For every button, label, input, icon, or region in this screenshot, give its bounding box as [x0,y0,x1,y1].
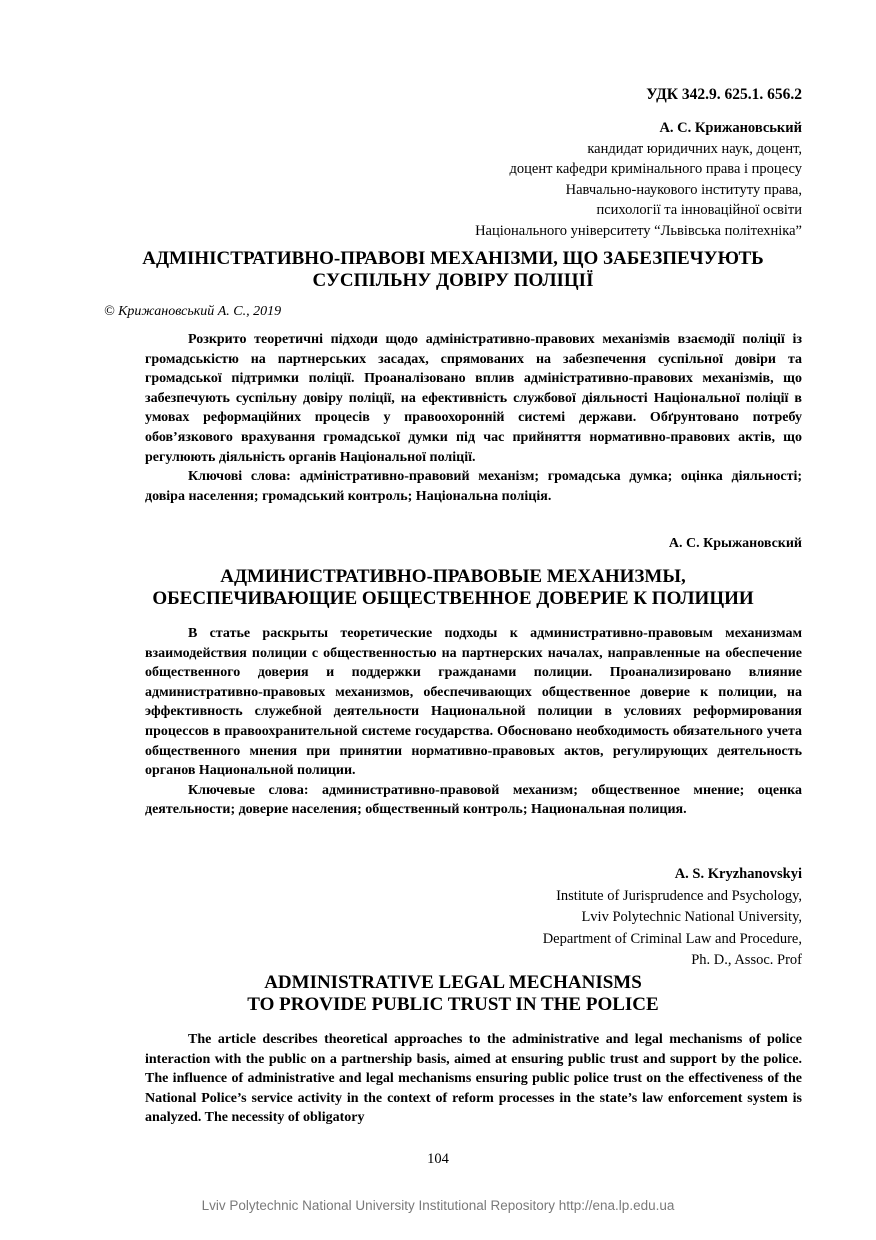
ru-abstract [145,624,802,820]
uk-author-affiliation-line: доцент кафедри кримінального права і процесу [509,161,802,178]
uk-author-affiliation-line: психології та інноваційної освіти [596,202,802,219]
en-author-name: A. S. Kryzhanovskyi [674,866,802,882]
ru-keywords: Ключевые слова: административно-правовой механизм; общественное мнение; оценка деятельности; доверие населения; общественный контроль; Национальная полиция. [145,782,802,818]
ru-title-line: ОБЕСПЕЧИВАЮЩИЕ ОБЩЕСТВЕННОЕ ДОВЕРИЕ К ПОЛИЦИИ [152,588,754,609]
uk-abstract [145,330,802,506]
uk-author-affiliation-line: Національного університету “Львівська політехніка” [475,222,802,239]
ru-abstract-text: В статье раскрыты теоретические подходы к административно-правовым механизмам взаимодействия полиции с общественностью на партнерских началах, направленные на обеспечение общественного доверия и поддержки гражданами полиции. Проанализировано влияние административно-правовых механизмов, обеспечивающих общественное доверие к полиции, на эффективность служебной деятельности Национальной полиции в условиях реформирования процессов в правоохранительной системе государства. Обосновано необходимость обязательного учета общественного мнения при принятии нормативно-правовых актов, регулирующих деятельность органов Национальной полиции. [145,626,802,779]
en-abstract-text: The article describes theoretical approaches to the administrative and legal mechanisms of police interaction with the public on a partnership basis, aimed at ensuring public trust and support by the police. The influence of administrative and legal mechanisms ensuring public police trust on the effectiveness of the National Police’s service activity in the context of reform processes in the state’s law enforcement system is analyzed. The necessity of obligatory [145,1032,802,1126]
repository-footer: Lviv Polytechnic National University Institutional Repository http://ena.lp.edu.ua [201,1198,675,1213]
uk-author-affiliation-line: Навчально-наукового інституту права, [565,181,802,198]
en-author-affiliation-line: Institute of Jurisprudence and Psychology, [556,887,802,904]
uk-author-affiliation-line: кандидат юридичних наук, доцент, [587,140,802,157]
en-author-block [340,864,802,972]
udk-code: УДК 342.9. 625.1. 656.2 [646,86,802,103]
en-author-affiliation-line: Ph. D., Assoc. Prof [691,952,802,968]
en-title-line: ADMINISTRATIVE LEGAL MECHANISMS [264,972,642,993]
en-author-affiliation-line: Department of Criminal Law and Procedure, [542,930,802,947]
ru-title [104,566,802,610]
uk-author-name: А. С. Крижановський [659,120,802,136]
en-author-affiliation-line: Lviv Polytechnic National University, [581,909,802,925]
copyright-notice: © Крижановський А. С., 2019 [104,304,282,319]
uk-title-line: АДМІНІСТРАТИВНО-ПРАВОВІ МЕХАНІЗМИ, ЩО ЗАБЕЗПЕЧУЮТЬ [142,248,764,269]
ru-author-name: А. С. Крыжановский [668,536,802,551]
uk-keywords: Ключові слова: адміністративно-правовий механізм; громадська думка; оцінка діяльності; довіра населення; громадський контроль; Національна поліція. [145,469,802,504]
en-title [104,972,802,1016]
en-title-line: TO PROVIDE PUBLIC TRUST IN THE POLICE [247,994,659,1015]
uk-title [104,248,802,292]
uk-abstract-text: Розкрито теоретичні підходи щодо адміністративно-правових механізмів взаємодії поліції із громадськістю на партнерських засадах, спрямованих на забезпечення суспільної довіри та громадської підтримки поліції. Проаналізовано вплив адміністративно-правових механізмів, що забезпечують суспільну довіру поліції, на ефективність службової діяльності Національної поліції в умовах реформаційних процесів у правоохоронній системі держави. Обґрунтовано потребу обов’язкового врахування громадської думки під час прийняття нормативно-правових актів, що регулюють діяльність органів Національної поліції. [145,332,802,465]
page-number: 104 [427,1151,449,1167]
en-abstract [145,1030,802,1128]
ru-title-line: АДМИНИСТРАТИВНО-ПРАВОВЫЕ МЕХАНИЗМЫ, [220,566,686,587]
uk-title-line: СУСПІЛЬНУ ДОВІРУ ПОЛІЦІЇ [312,270,594,291]
uk-author-block [340,118,802,242]
